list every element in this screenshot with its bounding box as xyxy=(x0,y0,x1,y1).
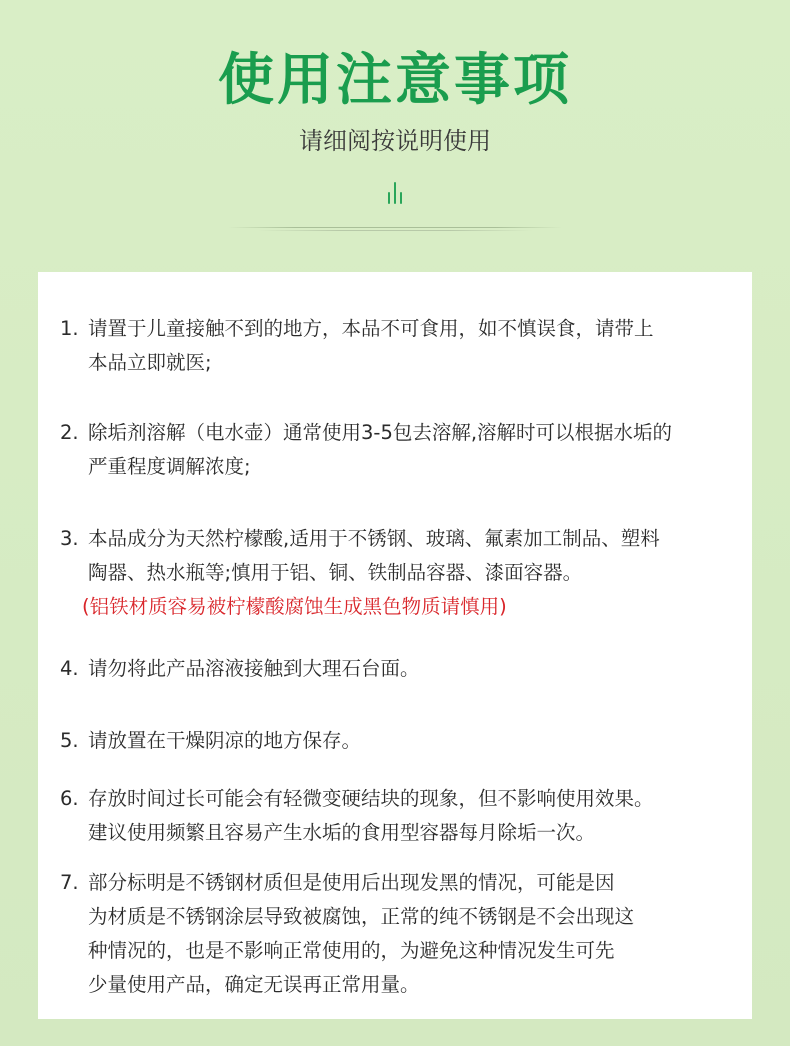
item-number: 1. xyxy=(60,317,79,340)
notice-card xyxy=(38,272,752,1019)
item-text: 除垢剂溶解（电水壶）通常使用3-5包去溶解,溶解时可以根据水垢的 严重程度调解浓度; xyxy=(88,421,673,478)
item-text: 请勿将此产品溶液接触到大理石台面。 xyxy=(88,657,420,680)
item-number: 5. xyxy=(60,729,79,752)
sound-bars-icon xyxy=(384,180,406,204)
item-text: 存放时间过长可能会有轻微变硬结块的现象，但不影响使用效果。 建议使用频繁且容易产生水垢的食用型容器每月除垢一次。 xyxy=(88,787,654,844)
list-item-1 xyxy=(60,312,750,380)
list-item-7 xyxy=(60,866,750,1002)
list-item-4 xyxy=(60,652,750,686)
item-number: 2. xyxy=(60,421,79,444)
item-number: 3. xyxy=(60,527,79,550)
item-number: 4. xyxy=(60,657,79,680)
divider xyxy=(228,226,562,232)
list-item-3 xyxy=(60,522,750,624)
warning-note: (铝铁材质容易被柠檬酸腐蚀生成黑色物质请慎用) xyxy=(82,595,507,618)
item-number: 6. xyxy=(60,787,79,810)
page-subtitle: 请细阅按说明使用 xyxy=(299,127,491,155)
item-text: 请置于儿童接触不到的地方，本品不可食用，如不慎误食，请带上 本品立即就医; xyxy=(88,317,654,374)
item-text: 请放置在干燥阴凉的地方保存。 xyxy=(88,729,362,752)
item-number: 7. xyxy=(60,871,79,894)
list-item-6 xyxy=(60,782,750,850)
list-item-5 xyxy=(60,724,750,758)
page-title: 使用注意事项 xyxy=(218,48,572,113)
list-item-2 xyxy=(60,416,750,484)
item-text: 本品成分为天然柠檬酸,适用于不锈钢、玻璃、氟素加工制品、塑料 陶器、热水瓶等;慎用于铝、铜、铁制品容器、漆面容器。 xyxy=(88,527,660,584)
item-text: 部分标明是不锈钢材质但是使用后出现发黑的情况，可能是因 为材质是不锈钢涂层导致被腐蚀，正常的纯不锈钢是不会出现这 种情况的，也是不影响正常使用的，为避免这种情况发生可先 少量使用产品，确定无误再正常用量。 xyxy=(88,871,635,996)
